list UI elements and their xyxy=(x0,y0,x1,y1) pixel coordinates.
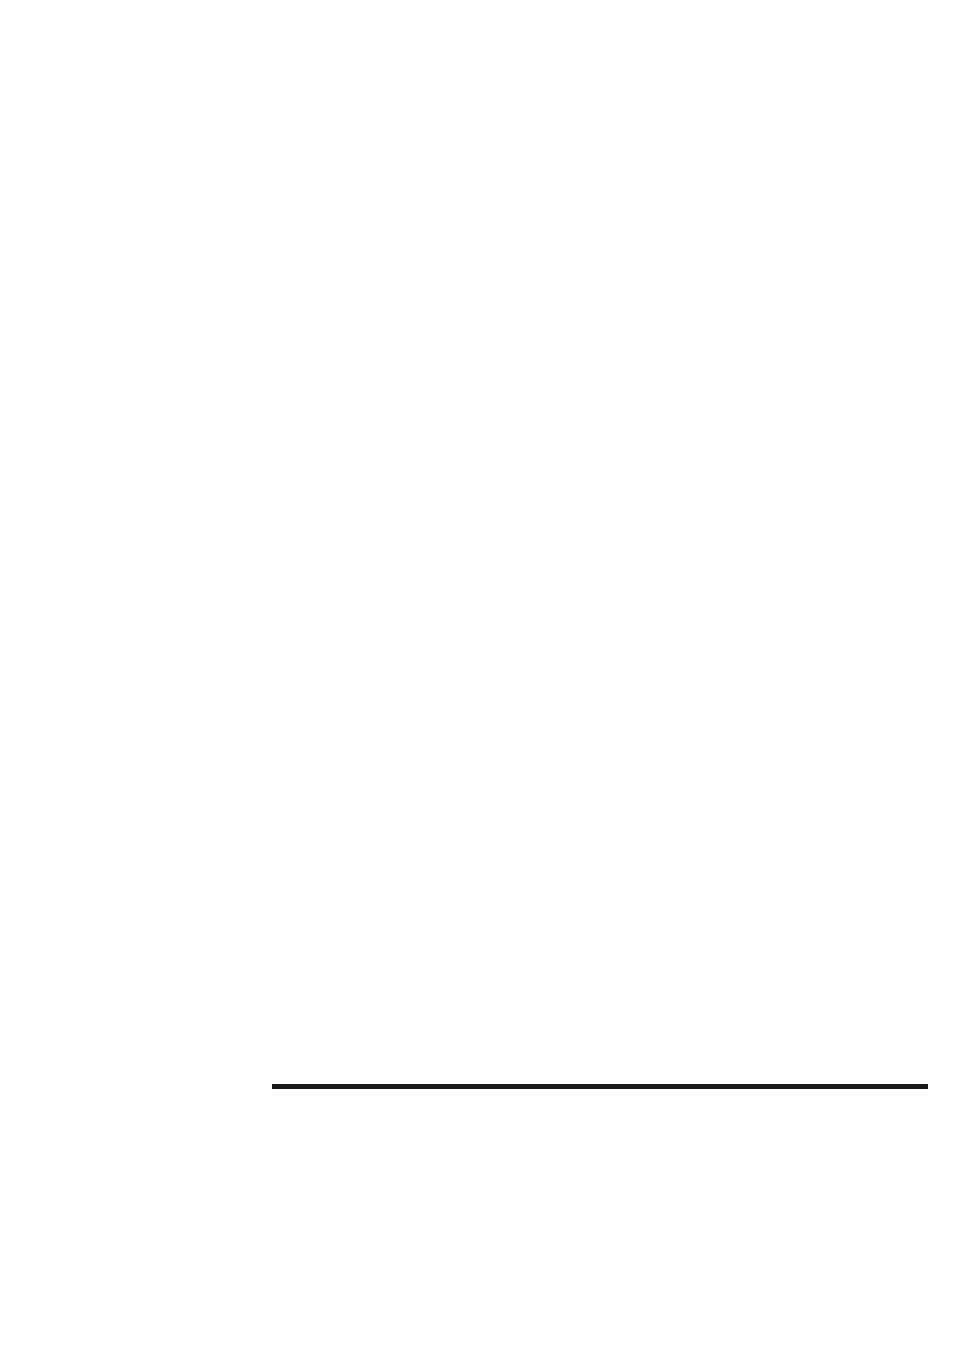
divider xyxy=(272,1084,928,1089)
